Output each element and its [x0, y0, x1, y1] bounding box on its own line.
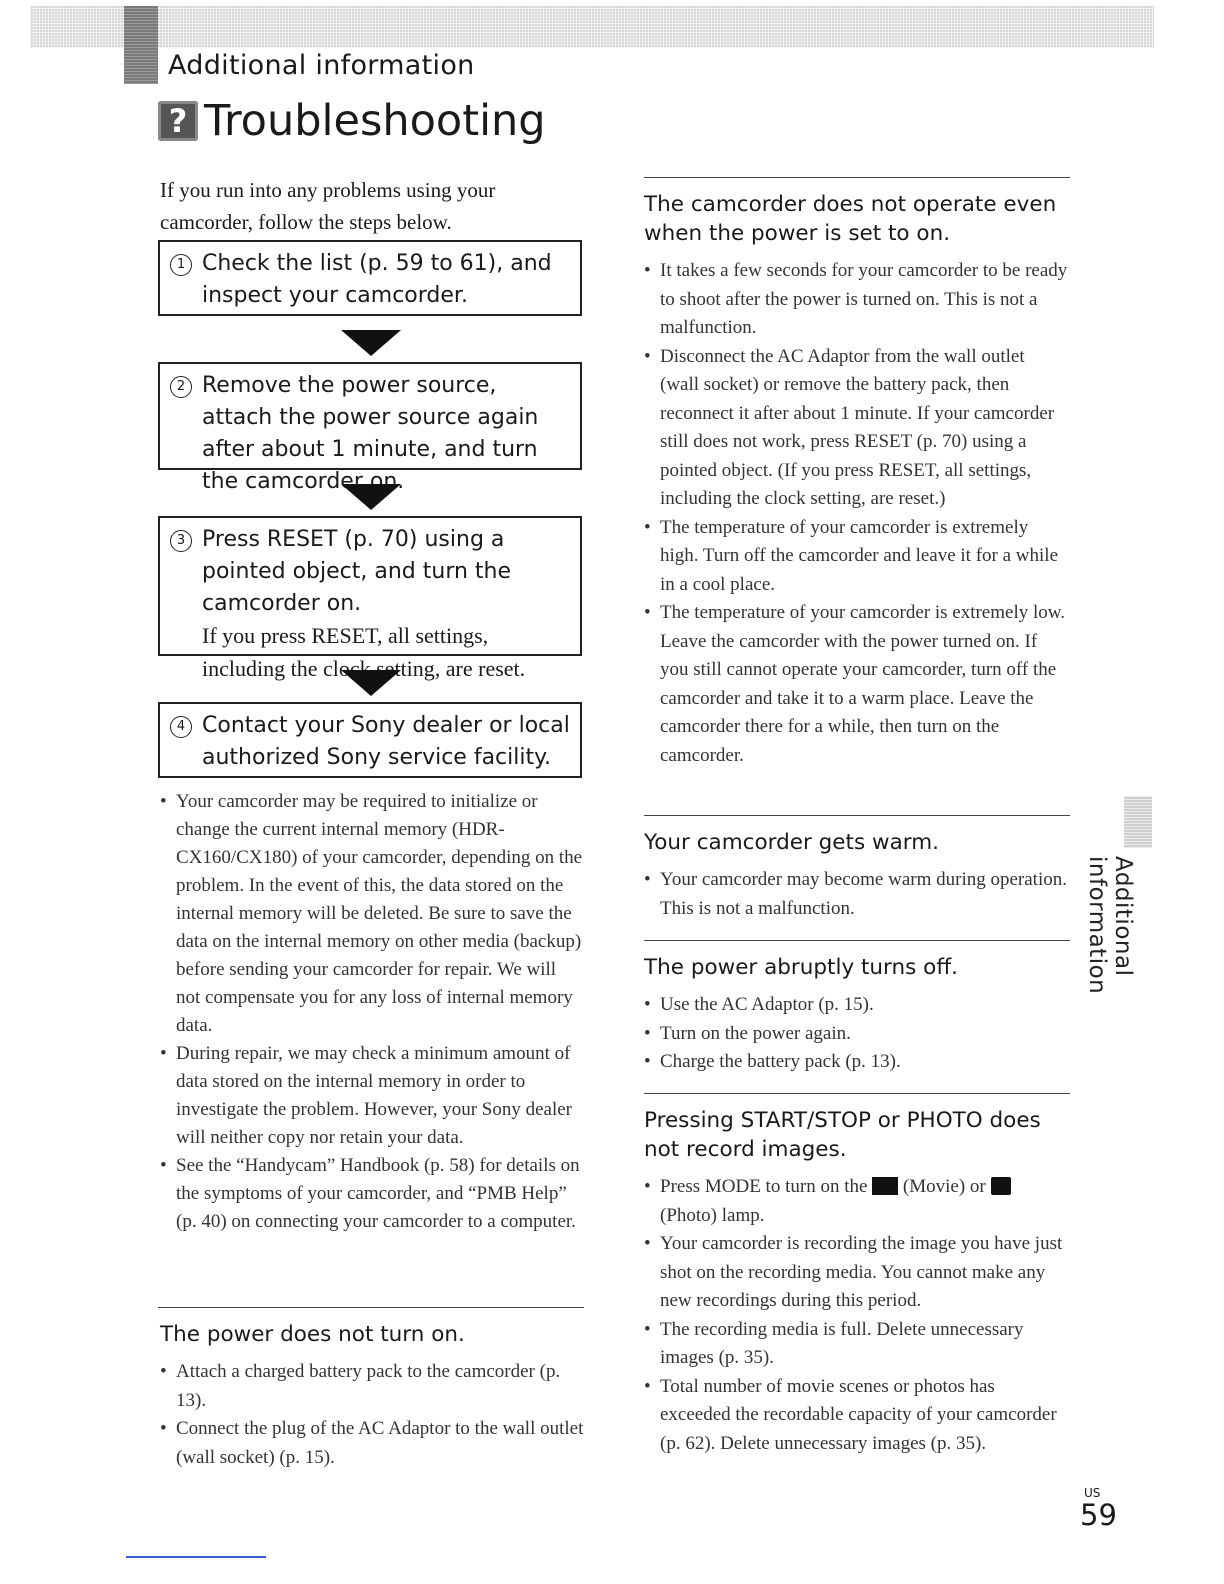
list-item: • Disconnect the AC Adaptor from the wall outlet (wall socket) or remove the battery pack, then reconnect it after about 1 minute. If your camcorder still does not work, press RESET (p. 70) using a pointed object. (If you press RESET, all settings, including the clock setting, are reset.): [644, 343, 1068, 514]
step-box-3: [158, 516, 582, 681]
mode-photo-text: (Photo) lamp.: [660, 1204, 765, 1226]
step-box-1: [158, 240, 582, 316]
turns-off-list: [644, 991, 1068, 1077]
step-box-2: [158, 362, 582, 494]
subhead-warm: Your camcorder gets warm.: [644, 830, 939, 855]
bottom-link-bar: [126, 1556, 266, 1558]
warm-list: [644, 866, 1068, 923]
step-number: 3: [170, 530, 192, 552]
section-title: Additional information: [168, 50, 475, 81]
list-item: • During repair, we may check a minimum amount of data stored on the internal memory in order to investigate the problem. However, your Sony dealer will neither copy nor retain your data.: [160, 1040, 584, 1152]
page-heading: [158, 96, 546, 146]
intro-text: If you run into any problems using your camcorder, follow the steps below.: [160, 178, 496, 234]
side-tab-label: Additional information: [1084, 856, 1136, 995]
down-arrow-icon: [341, 670, 401, 696]
step-text: Check the list (p. 59 to 61), and inspect your camcorder.: [202, 251, 552, 308]
header-band: [30, 6, 1154, 48]
list-item: • Connect the plug of the AC Adaptor to the wall outlet (wall socket) (p. 15).: [160, 1415, 584, 1472]
list-item: • Your camcorder may become warm during operation. This is not a malfunction.: [644, 866, 1068, 923]
mode-movie-text: (Movie) or: [902, 1176, 986, 1197]
step-box-4: [158, 702, 582, 778]
down-arrow-icon: [341, 484, 401, 510]
page-region: US: [1084, 1486, 1101, 1500]
list-item: [644, 1173, 1068, 1230]
list-item: • The temperature of your camcorder is extremely low. Leave the camcorder with the power turned on. If you still cannot operate your camcorder, turn off the camcorder and take it to a warm place. Leave the camcorder there for a while, then turn on the camcorder.: [644, 599, 1068, 770]
page-title: Troubleshooting: [204, 96, 546, 146]
list-item: • Attach a charged battery pack to the camcorder (p. 13).: [160, 1358, 584, 1415]
list-item: • The recording media is full. Delete unnecessary images (p. 35).: [644, 1316, 1068, 1373]
power-not-on-list: [160, 1358, 584, 1472]
divider: [644, 815, 1070, 816]
subhead-turns-off: The power abruptly turns off.: [644, 955, 958, 980]
list-item: • Use the AC Adaptor (p. 15).: [644, 991, 1068, 1020]
step-text: Remove the power source, attach the power source again after about 1 minute, and turn the camcorder on.: [202, 373, 539, 494]
camera-icon: [991, 1177, 1011, 1195]
subhead-no-record: Pressing START/STOP or PHOTO does not record images.: [644, 1108, 1041, 1162]
side-tab-marker: [1124, 796, 1152, 848]
list-item: • See the “Handycam” Handbook (p. 58) for details on the symptoms of your camcorder, and “PMB Help” (p. 40) on connecting your camcorder to a computer.: [160, 1152, 584, 1236]
step-note: If you press RESET, all settings, including the clock setting, are reset.: [202, 623, 526, 681]
step-number: 2: [170, 376, 192, 398]
divider: [644, 1093, 1070, 1094]
help-icon: ?: [158, 101, 198, 141]
movie-icon: [872, 1177, 898, 1195]
step-number: 4: [170, 716, 192, 738]
list-item: • Turn on the power again.: [644, 1020, 1068, 1049]
subhead-not-operate: The camcorder does not operate even when the power is set to on.: [644, 192, 1057, 246]
list-item: • It takes a few seconds for your camcorder to be ready to shoot after the power is turned on. This is not a malfunction.: [644, 257, 1068, 343]
list-item: • Your camcorder may be required to initialize or change the current internal memory (HDR-CX160/CX180) of your camcorder, depending on the problem. In the event of this, the data stored on the internal memory will be deleted. Be sure to save the data on the internal memory on other media (backup) before sending your camcorder for repair. We will not compensate you for any loss of internal memory data.: [160, 788, 584, 1040]
mode-text: Press MODE to turn on the: [660, 1176, 868, 1197]
step-text: Contact your Sony dealer or local authorized Sony service facility.: [202, 713, 570, 770]
no-record-list: [644, 1173, 1068, 1458]
down-arrow-icon: [341, 330, 401, 356]
not-operate-list: [644, 257, 1068, 770]
divider: [158, 1307, 584, 1308]
list-item: • Charge the battery pack (p. 13).: [644, 1048, 1068, 1077]
list-item: • The temperature of your camcorder is extremely high. Turn off the camcorder and leave it for a while in a cool place.: [644, 514, 1068, 600]
divider: [644, 177, 1070, 178]
page-number: 59: [1080, 1498, 1117, 1532]
list-item: • Total number of movie scenes or photos has exceeded the recordable capacity of your camcorder (p. 62). Delete unnecessary images (p. 35).: [644, 1373, 1068, 1459]
list-item: • Your camcorder is recording the image you have just shot on the recording media. You cannot make any new recordings during this period.: [644, 1230, 1068, 1316]
subhead-power-not-on: The power does not turn on.: [160, 1322, 465, 1347]
step-text: Press RESET (p. 70) using a pointed object, and turn the camcorder on.: [202, 527, 512, 616]
left-notes-list: [160, 788, 584, 1236]
header-marker: [124, 6, 158, 84]
step-number: 1: [170, 254, 192, 276]
divider: [644, 940, 1070, 941]
